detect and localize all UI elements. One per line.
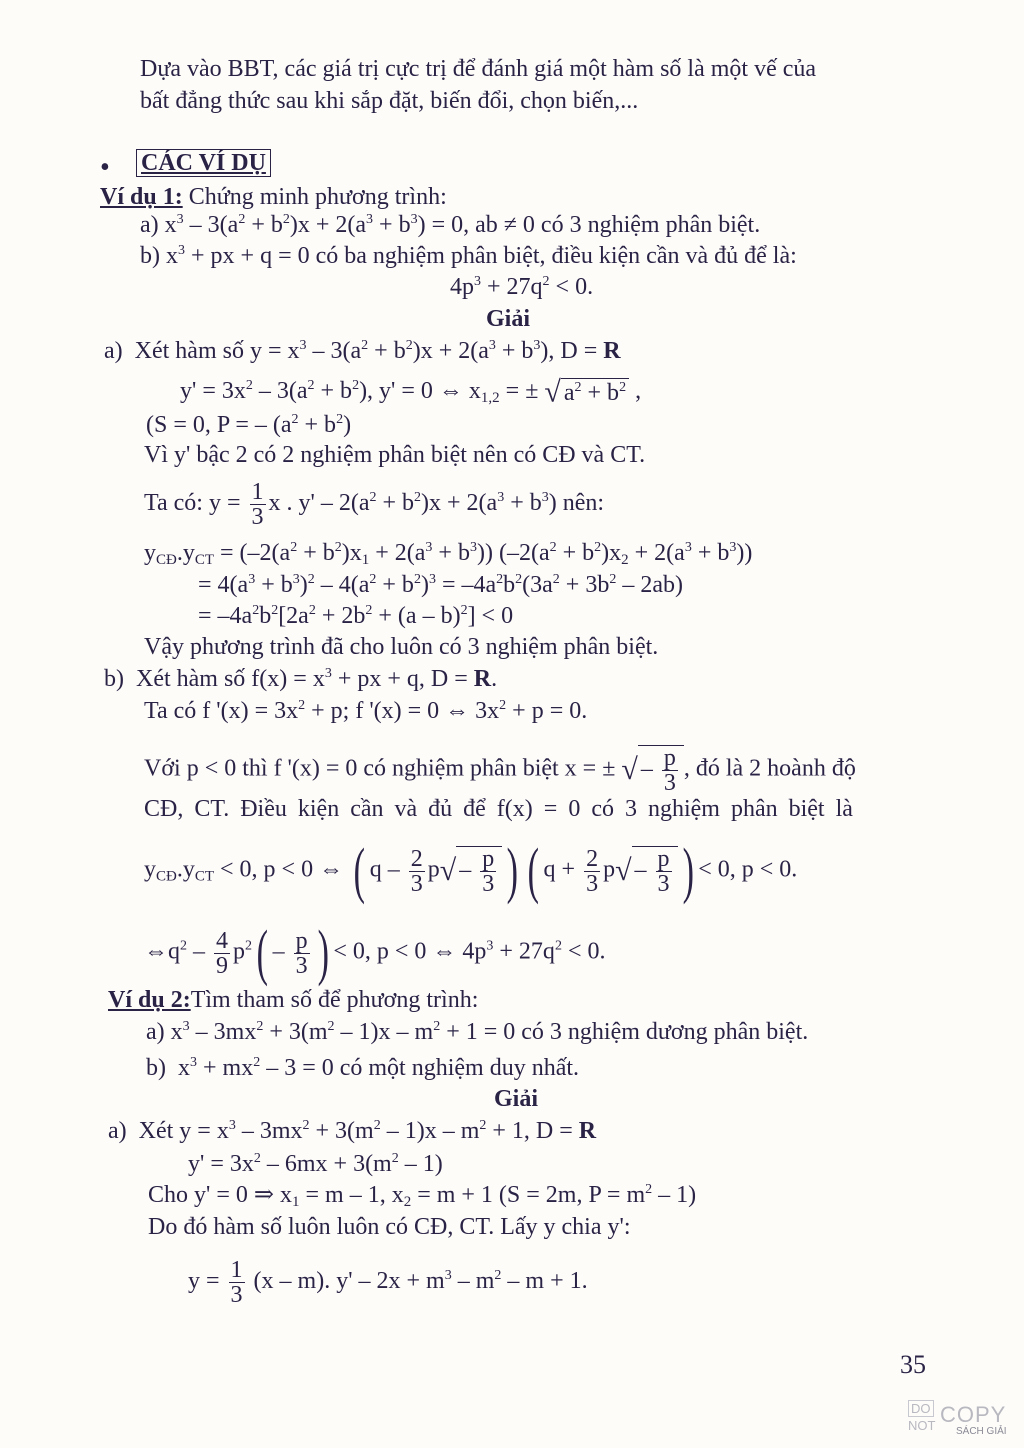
ex1-b-line-6: $\Leftrightarrow q^2$ – $\frac{4}{9}$ $p^2$( – $\frac{p}{3}$ ) < 0, p < 0 ⇔ $4p^3 + 27q^2 < 0$. [144,919,606,987]
do-not-copy-watermark [906,1400,1014,1440]
ex1-a-line-8: = $-4a^2b^2[2a^2 + 2b^2 + (a - b)^2] < 0$ [198,603,514,629]
ex1-b-line-2: Ta có f '$(x) = 3x^2 + p$; f '(x) = 0 ⇔ $3x^2 + p = 0$. [144,698,588,724]
example-2-label: Ví dụ 2: [108,987,191,1013]
watermark-not: NOT [908,1418,936,1433]
example-1-prompt: Chứng minh phương trình: [182,184,447,210]
ex1-b-line-1: b) Xét hàm số $f(x) = x^3$ + px + q, D = R. [104,666,498,692]
ex2-a-line-5: y = $\frac{1}{3}$ (x – m). $y' - 2x + m^3 - m^2 - m + 1$. [188,1257,588,1308]
example-1-heading [100,182,447,212]
section-title [136,148,271,178]
ex2-solution-title: Giải [494,1086,539,1112]
ex1-statement-a: a) $x^3 - 3(a^2 + b^2)x + 2(a^3 + b^3) = 0$, ab ≠ 0 có 3 nghiệm phân biệt. [140,212,761,238]
ex1-condition: $4p^3 + 27q^2 < 0$. [450,274,594,300]
ex2-a-line-3: Cho y' = 0 ⇒ $x_1 = m - 1$, $x_2 = m + 1$ (S = 2m, $P = m^2 - 1$) [148,1182,697,1210]
ex1-a-line-1: a) Xét hàm số $y = x^3 - 3(a^2 + b^2)x + 2(a^3 + b^3)$, D = R [104,338,621,364]
ex1-a-line-5: Ta có: y = $\frac{1}{3}$ x . $y' - 2(a^2 + b^2)x + 2(a^3 + b^3)$ nên: [144,479,605,530]
ex2-a-line-2: $y' = 3x^2 - 6mx + 3(m^2 - 1)$ [188,1151,443,1177]
example-1-label: Ví dụ 1: [100,184,183,210]
watermark-copy: COPY [940,1402,1007,1427]
ex1-a-line-4: Vì y' bậc 2 có 2 nghiệm phân biệt nên có CĐ và CT. [144,442,646,468]
example-2-prompt: Tìm tham số để phương trình: [190,987,479,1013]
intro-line-2: bất đẳng thức sau khi sắp đặt, biến đổi, chọn biến,... [140,88,639,114]
page-number: 35 [900,1350,926,1379]
ex1-b-line-4: CĐ, CT. Điều kiện cần và đủ để f(x) = 0 có 3 nghiệm phân biệt là [144,796,853,822]
ex1-a-line-3: (S = 0, P = – $(a^2 + b^2)$ [146,412,352,438]
ex1-a-line-6: $y_{CĐ}.y_{CT} = (-2(a^2 + b^2)x_1 + 2(a^3 + b^3)) (-2(a^2 + b^2)x_2 + 2(a^3 + b^3))$ [144,540,753,568]
intro-line-1: Dựa vào BBT, các giá trị cực trị để đánh giá một hàm số là một vế của [140,56,817,82]
ex1-a-conclusion: Vậy phương trình đã cho luôn có 3 nghiệm phân biệt. [144,634,659,660]
ex1-solution-title: Giải [486,306,531,332]
ex1-statement-b: b) $x^3$ + px + q = 0 có ba nghiệm phân biệt, điều kiện cần và đủ để là: [140,243,797,269]
ex2-a-line-4: Do đó hàm số luôn luôn có CĐ, CT. Lấy y chia y': [148,1214,631,1240]
ex2-a-line-1: a) Xét $y = x^3 - 3mx^2 + 3(m^2 - 1)x - m^2 + 1$, D = R [108,1118,597,1144]
ex2-statement-a: a) $x^3 - 3mx^2 + 3(m^2 - 1)x - m^2 + 1 = 0$ có 3 nghiệm dương phân biệt. [146,1019,809,1045]
ex1-a-line-2: $y' = 3x^2 - 3(a^2 + b^2)$, y' = 0 ⇔ $x_{1,2}$ = ± √ $a^2 + b^2$ , [180,375,642,409]
ex2-statement-b: b) $x^3 + mx^2 - 3 = 0$ có một nghiệm duy nhất. [146,1055,580,1081]
watermark-brand: SÁCH GIẢI [956,1426,1007,1437]
ex1-a-line-7: = $4(a^3 + b^3)^2 - 4(a^2 + b^2)^3 = -4a^2b^2(3a^2 + 3b^2 - 2ab)$ [198,572,683,598]
section-title-text: CÁC VÍ DỤ [136,149,271,177]
example-2-heading [108,985,478,1015]
watermark-do: DO [908,1400,934,1417]
ex1-b-line-3: Với p < 0 thì f '(x) = 0 có nghiệm phân biệt x = ± √ – $\frac{p}{3}$ , đó là 2 hoành độ [144,745,856,796]
ex1-b-line-5: $y_{CĐ}.y_{CT} < 0$, p < 0 ⇔ ( q – $\frac{2}{3}$ p√ – $\frac{p}{3}$ ) ( q + $\frac{2}{3}$ p√ – $\frac{p}{3}$ ) < 0, p < 0. [144,837,798,905]
bullet-icon: • [100,152,110,183]
